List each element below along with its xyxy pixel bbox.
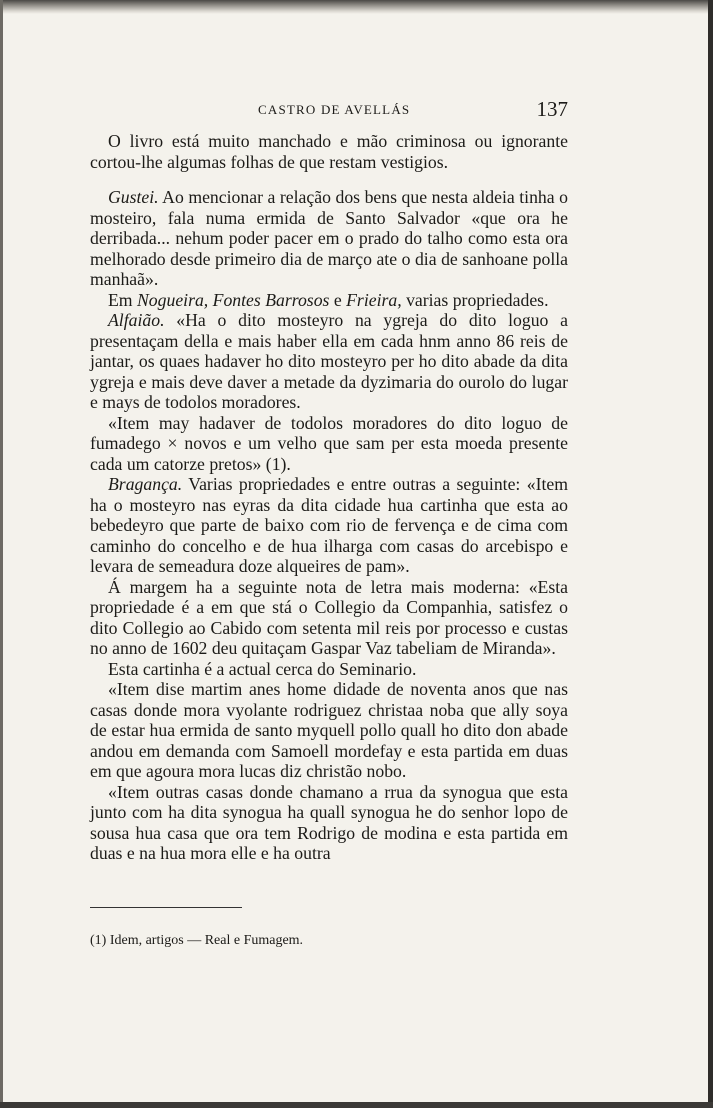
paragraph-braganca: Bragança. Varias propriedades e entre outras a seguinte: «Item ha o mosteyro nas eyras da dita cidade hua cartinha que esta ao bebedeyro que parte de baixo com rio de fervença e de cima com caminho do concelho e de hua ilharga com casas do arcebispo e levara de semeadura doze alqueires de pam».	[90, 474, 568, 576]
scan-edge-right	[708, 0, 713, 1108]
paragraph-alfaiao: Alfaião. «Ha o dito mosteyro na ygreja do dito loguo a presentaçam della e mais haber ella em cada hnm anno 86 reis de jantar, os quaes hadaver ho dito mosteyro per ho dito abade da dita ygreja e mais deve daver a metade da dyzimaria do ourolo do lugar e mays de todolos moradores.	[90, 310, 568, 412]
footnote-rule	[90, 907, 242, 908]
body-text	[90, 131, 568, 864]
running-head	[90, 97, 570, 121]
paragraph-synogua: «Item outras casas donde chamano a rrua da synogua que esta junto com ha dita synogua ha quall synogua he do senhor lopo de sousa hua casa que ora tem Rodrigo de modina e esta partida em duas e na hua mora elle e ha outra	[90, 781, 568, 863]
running-title: CASTRO DE AVELLÁS	[258, 102, 411, 117]
place-name: Bragança.	[108, 474, 183, 494]
scan-edge-left	[0, 0, 3, 1108]
place-name: Frieira,	[346, 289, 402, 310]
paragraph-martim: «Item dise martim anes home didade de noventa anos que nas casas donde mora vyolante rodriguez christaa noba que ally soya de estar hua ermida de santo myquell pollo quall ho dito don abade andou em demanda com Samoell mordefay e esta partida em duas em que agoura mora lucas diz christão nobo.	[90, 679, 568, 781]
paragraph-gustei: Gustei. Ao mencionar a relação dos bens que nesta aldeia tinha o mosteiro, fala numa ermida de Santo Salvador «que ora he derribada... nehum poder pacer em o prado do talho como esta ora melhorado desde primeiro dia de março ate o dia de sanhoane polla manhaã».	[90, 187, 568, 289]
paragraph-nogueira: Em Nogueira, Fontes Barrosos e Frieira, varias propriedades.	[108, 289, 549, 310]
footnote: (1) Idem, artigos — Real e Fumagem.	[90, 933, 304, 948]
place-name: Gustei.	[108, 187, 159, 207]
scan-edge-top	[0, 0, 713, 14]
place-name: Nogueira, Fontes Barrosos	[136, 289, 330, 310]
scan-edge-bottom	[0, 1102, 713, 1108]
paragraph-cartinha: Esta cartinha é a actual cerca do Seminario.	[108, 658, 417, 679]
place-name: Alfaião.	[108, 310, 165, 330]
paragraph-fumadego: «Item may hadaver de todolos moradores do dito loguo de fumadego × novos e um velho que sam per esta moeda presente cada um catorze pretos» (1).	[90, 412, 568, 474]
paragraph-margem: Á margem ha a seguinte nota de letra mais moderna: «Esta propriedade é a em que stá o Collegio da Companhia, satisfez o dito Collegio ao Cabido com setenta mil reis por processo e custas no anno de 1602 deu quitaçam Gaspar Vaz tabeliam de Miranda».	[90, 576, 568, 658]
paragraph-livro: O livro está muito manchado e mão criminosa ou ignorante cortou-lhe algumas folhas de que restam vestigios.	[90, 131, 568, 172]
page-number: 137	[536, 97, 568, 121]
